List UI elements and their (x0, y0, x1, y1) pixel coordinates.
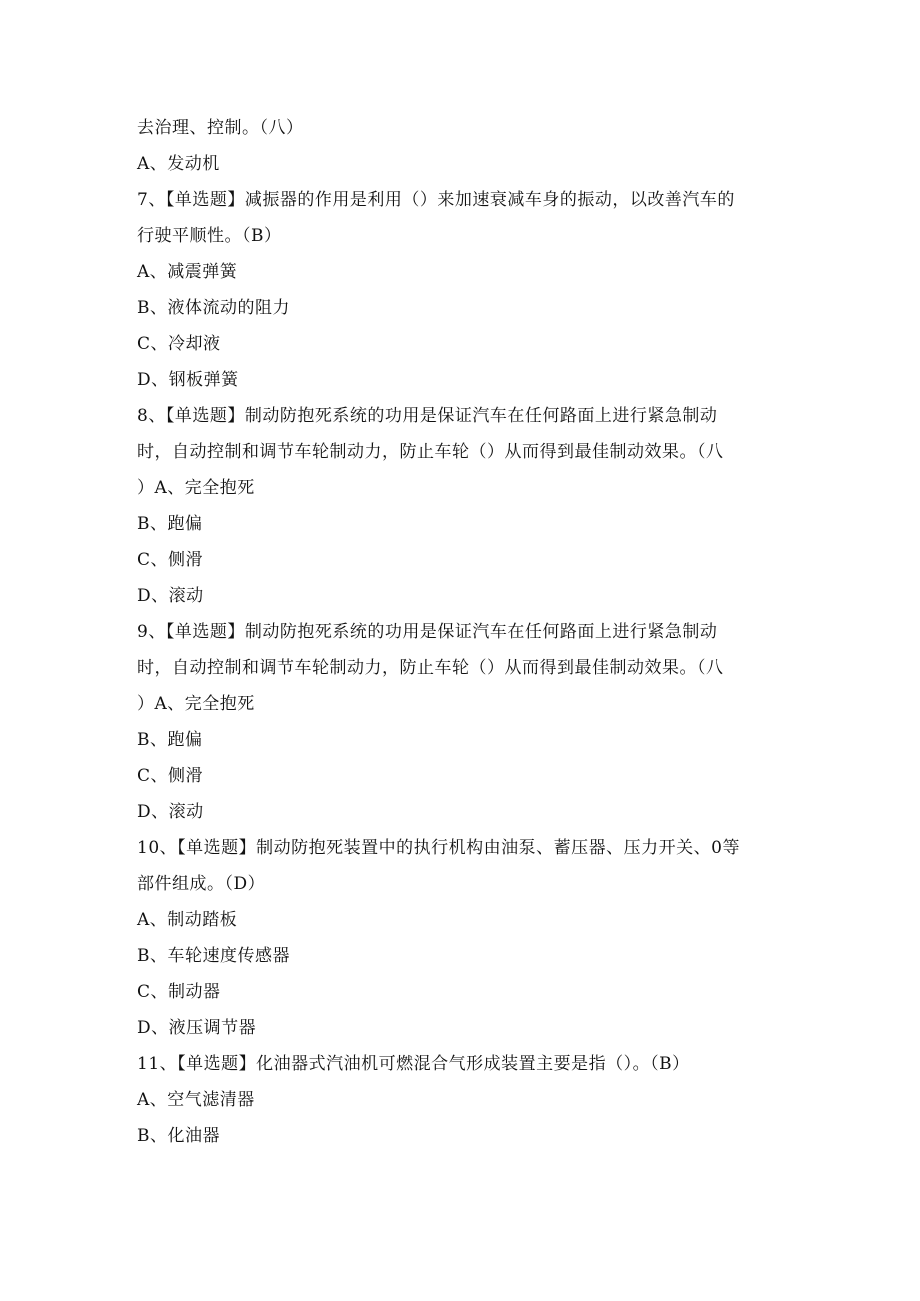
option-line: D、滚动 (137, 802, 204, 822)
option-line: C、侧滑 (137, 550, 204, 570)
question-11-line: 11、【单选题】化油器式汽油机可燃混合气形成装置主要是指（）。（B） (137, 1054, 690, 1074)
option-line: A、发动机 (137, 154, 220, 174)
option-line: B、跑偏 (137, 514, 203, 534)
question-list (137, 110, 787, 1154)
option-line: A、空气滤清器 (137, 1090, 255, 1110)
option-line: B、化油器 (137, 1126, 220, 1146)
text-line: 去治理、控制。（八） (137, 118, 304, 138)
option-line: B、液体流动的阻力 (137, 298, 290, 318)
question-9-line: 9、【单选题】制动防抱死系统的功用是保证汽车在任何路面上进行紧急制动 (137, 622, 718, 642)
question-7-line: 行驶平顺性。（B） (137, 226, 282, 246)
option-line: D、钢板弹簧 (137, 370, 239, 390)
question-10-line: 部件组成。（D） (137, 874, 266, 894)
option-line: A、制动踏板 (137, 910, 238, 930)
option-line: D、液压调节器 (137, 1018, 257, 1038)
question-8-line: 8、【单选题】制动防抱死系统的功用是保证汽车在任何路面上进行紧急制动 (137, 406, 718, 426)
option-line: C、冷却液 (137, 334, 221, 354)
question-9-line: 时，自动控制和调节车轮制动力，防止车轮（）从而得到最佳制动效果。（八 (137, 658, 724, 678)
question-8-line: 时，自动控制和调节车轮制动力，防止车轮（）从而得到最佳制动效果。（八 (137, 442, 724, 462)
question-10-line: 10、【单选题】制动防抱死装置中的执行机构由油泵、蓄压器、压力开关、0等 (137, 838, 740, 858)
option-line: ）A、完全抱死 (137, 694, 255, 714)
question-7-line: 7、【单选题】减振器的作用是利用（）来加速衰减车身的振动，以改善汽车的 (137, 190, 735, 210)
option-line: B、车轮速度传感器 (137, 946, 290, 966)
option-line: D、滚动 (137, 586, 204, 606)
option-line: C、侧滑 (137, 766, 204, 786)
option-line: C、制动器 (137, 982, 221, 1002)
option-line: A、减震弹簧 (137, 262, 238, 282)
option-line: ）A、完全抱死 (137, 478, 255, 498)
option-line: B、跑偏 (137, 730, 203, 750)
